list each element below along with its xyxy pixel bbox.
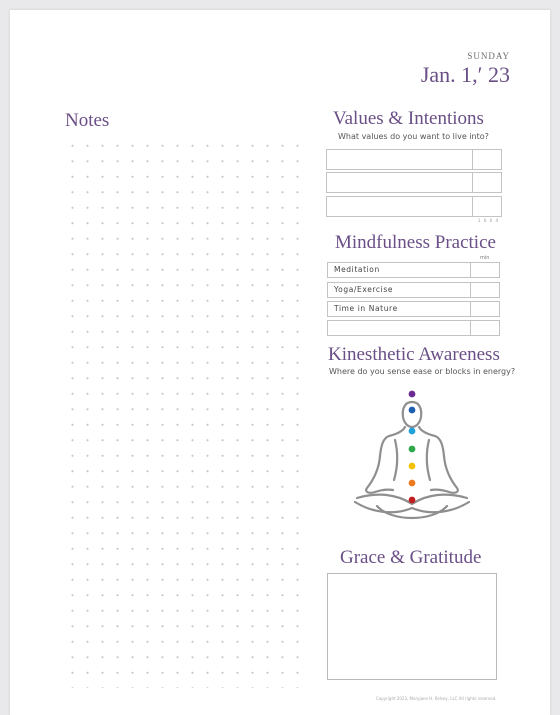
chakra-points — [409, 391, 416, 504]
kinesthetic-subtitle: Where do you sense ease or blocks in energy? — [329, 367, 516, 376]
chakra-crown — [409, 391, 416, 398]
minutes-cell[interactable] — [470, 283, 499, 297]
minutes-cell[interactable] — [470, 302, 499, 316]
values-row[interactable] — [326, 172, 502, 193]
values-row-check[interactable] — [472, 150, 501, 169]
notes-title: Notes — [65, 110, 110, 131]
date-heading: Jan. 1,′ 23 — [420, 62, 510, 87]
gratitude-box[interactable] — [327, 573, 497, 680]
values-subtitle: What values do you want to live into? — [338, 132, 489, 141]
practice-row-nature[interactable] — [327, 301, 500, 317]
values-row[interactable] — [326, 149, 502, 170]
values-row-check[interactable] — [472, 173, 501, 192]
minutes-cell[interactable] — [470, 263, 499, 277]
practice-row-blank[interactable] — [327, 320, 500, 336]
chakra-third-eye — [409, 407, 416, 414]
practice-row-yoga[interactable] — [327, 282, 500, 298]
copyright-text: Copyright 2023, Maryjane H. Kelsey, LLC All rights reserved. — [376, 696, 497, 701]
chakra-heart — [409, 446, 416, 453]
practice-label: Time in Nature — [334, 304, 398, 313]
chakra-solar-plexus — [409, 463, 416, 470]
gratitude-title: Grace & Gratitude — [340, 547, 482, 568]
minutes-cell[interactable] — [470, 321, 499, 335]
notes-dot-grid[interactable] — [65, 138, 305, 688]
meditation-figure-icon[interactable] — [347, 390, 477, 525]
practice-label: Yoga/Exercise — [334, 285, 394, 294]
values-row[interactable] — [326, 196, 502, 217]
practice-label: Meditation — [334, 265, 380, 274]
values-footer-label: 1 6 0 4 — [478, 218, 499, 223]
chakra-root — [409, 497, 416, 504]
chakra-sacral — [409, 480, 416, 487]
values-row-check[interactable] — [472, 197, 501, 216]
day-label: SUNDAY — [467, 51, 510, 61]
kinesthetic-title: Kinesthetic Awareness — [328, 344, 500, 365]
planner-page — [10, 10, 550, 715]
practice-row-meditation[interactable] — [327, 262, 500, 278]
values-title: Values & Intentions — [333, 108, 484, 129]
minutes-unit-label: min — [480, 255, 490, 261]
chakra-throat — [409, 428, 416, 435]
mindfulness-title: Mindfulness Practice — [335, 232, 496, 253]
